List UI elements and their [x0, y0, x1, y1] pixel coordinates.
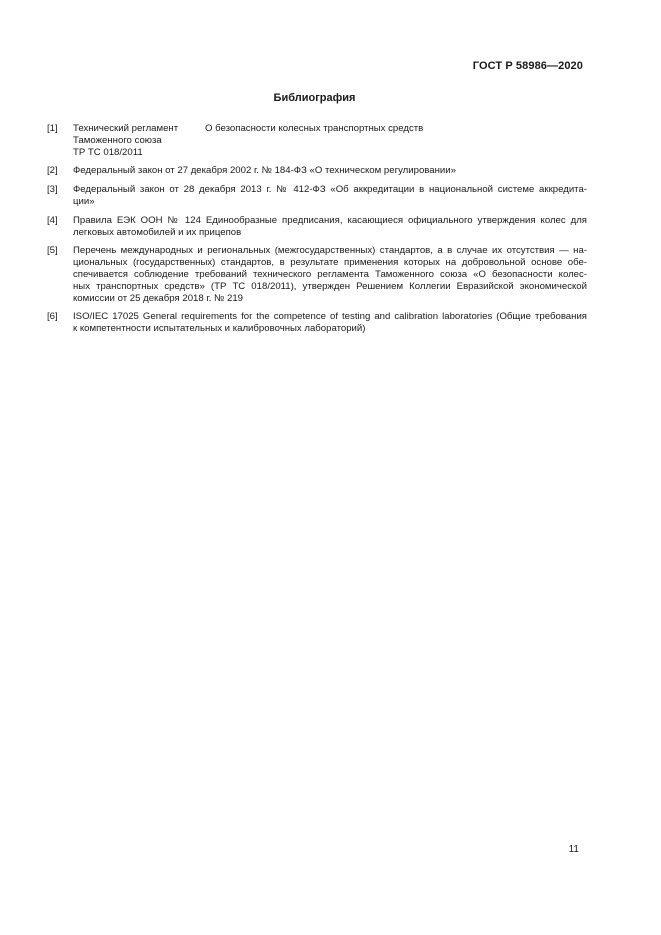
entry-number: [5]	[47, 245, 58, 257]
bibliography-entry-4	[47, 215, 587, 239]
entry-document-type	[73, 123, 205, 158]
entry-line: Перечень международных и региональных (межгосударственных) стандартов, а в случае их отсутствия — на-	[73, 245, 587, 257]
entry-number: [4]	[47, 214, 58, 226]
entry-text	[73, 245, 587, 304]
bibliography-entry-3	[47, 184, 587, 208]
entry-line: ных транспортных средств» (ТР ТС 018/2011), утвержден Решением Коллегии Евразийской экономической	[73, 280, 587, 292]
entry-line: Федеральный закон от 27 декабря 2002 г. № 184-ФЗ «О техническом регулировании»	[73, 165, 456, 177]
entry-document-title: О безопасности колесных транспортных средств	[205, 123, 424, 134]
entry-line: ции»	[73, 195, 95, 207]
entry-line: ISO/IEC 17025 General requirements for the competence of testing and calibration laboratories (Общие требования	[73, 311, 587, 323]
entry-line: спечивается соблюдение требований технического регламента Таможенного союза «О безопасности колес-	[73, 268, 587, 280]
entry-line: легковых автомобилей и их прицепов	[73, 226, 242, 238]
entry-left-line: Технический регламент	[73, 123, 179, 134]
entry-left-line: Таможенного союза	[73, 134, 162, 146]
bibliography-entry-2	[47, 165, 587, 177]
entry-left-line: ТР ТС 018/2011	[73, 146, 143, 158]
entry-text	[73, 165, 587, 177]
entry-number: [1]	[47, 123, 58, 134]
entry-line: Правила ЕЭК ООН № 124 Единообразные предписания, касающиеся официального утверждения колес для	[73, 214, 587, 226]
bibliography-entry-1	[47, 123, 587, 158]
page-number: 11	[568, 844, 579, 855]
entry-text	[73, 184, 587, 208]
entry-line: Федеральный закон от 28 декабря 2013 г. № 412-ФЗ «Об аккредитации в национальной системе аккредита-	[73, 184, 587, 196]
bibliography-list	[47, 123, 587, 342]
entry-line: комиссии от 25 декабря 2018 г. № 219	[73, 292, 243, 304]
bibliography-entry-6	[47, 311, 587, 335]
entry-line: циональных (государственных) стандартов, в результате применения которых на добровольной основе обе-	[73, 257, 587, 269]
entry-text	[73, 215, 587, 239]
bibliography-entry-5	[47, 245, 587, 304]
entry-number: [6]	[47, 311, 58, 323]
entry-number: [3]	[47, 184, 58, 196]
entry-number: [2]	[47, 165, 58, 177]
entry-line: к компетентности испытательных и калибровочных лабораторий)	[73, 323, 366, 335]
entry-text	[73, 311, 587, 335]
bibliography-title: Библиография	[273, 92, 356, 104]
document-id: ГОСТ Р 58986—2020	[472, 60, 583, 72]
